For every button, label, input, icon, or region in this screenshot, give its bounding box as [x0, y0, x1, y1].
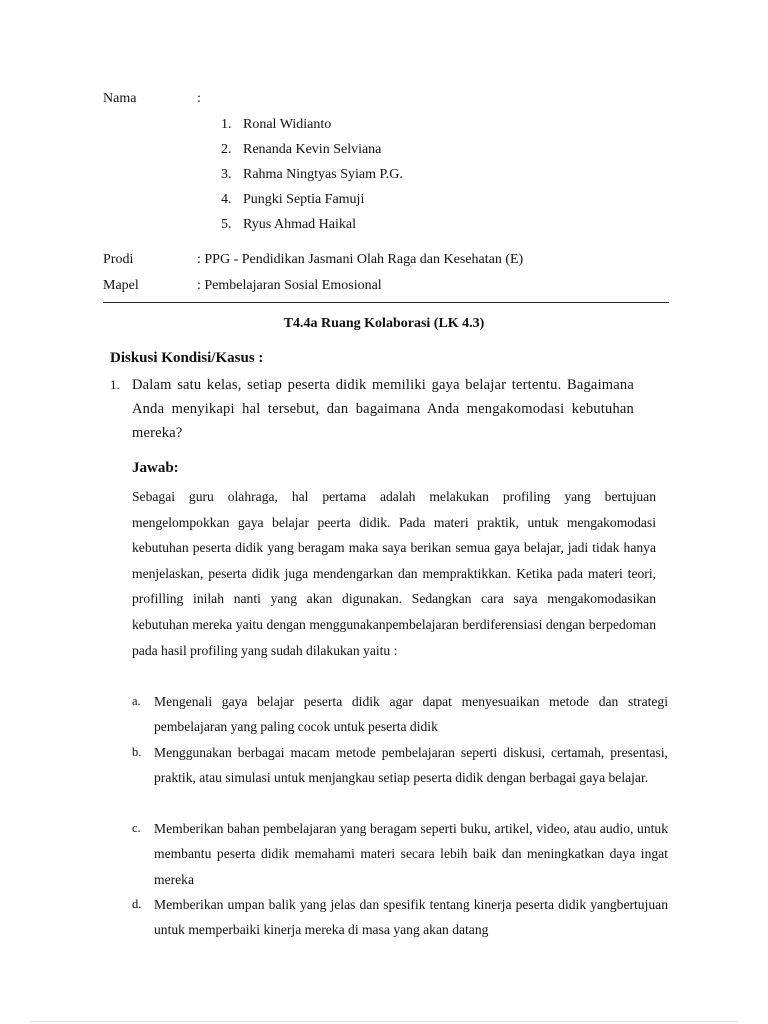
- prodi-label: Prodi: [103, 252, 134, 267]
- member-name: Ronal Widianto: [243, 117, 332, 132]
- member-name: Renanda Kevin Selviana: [243, 142, 382, 157]
- answer-paragraph: Sebagai guru olahraga, hal pertama adalah melakukan profiling yang bertujuan mengelompokkan gaya belajar peerta didik. Pada materi praktik, untuk mengakomodasi kebutuhan peserta didik yang beragam maka saya berikan semua gaya belajar, jadi tidak hanya menjelaskan, peserta didik juga mendengarkan dan mempraktikkan. Ketika pada materi teori, profilling inilah nanti yang akan digunakan. Sedangkan cara saya mengakomodasikan kebutuhan mereka yaitu dengan menggunakanpembelajaran berdiferensiasi dengan berpedoman pada hasil profiling yang sudah dilakukan yaitu :: [132, 489, 656, 658]
- member-name: Rahma Ningtyas Syiam P.G.: [243, 167, 403, 182]
- list-item-text: Memberikan umpan balik yang jelas dan spesifik tentang kinerja peserta didik yangbertujuan untuk memperbaiki kinerja mereka di masa yang akan datang: [154, 897, 668, 938]
- member-number: 3.: [221, 167, 232, 182]
- list-marker: c.: [132, 821, 141, 835]
- member-name: Pungki Septia Famuji: [243, 192, 365, 207]
- mapel-value: : Pembelajaran Sosial Emosional: [197, 278, 382, 293]
- answer-label: Jawab:: [132, 460, 179, 476]
- member-number: 5.: [221, 217, 232, 232]
- list-item-text: Memberikan bahan pembelajaran yang beragam seperti buku, artikel, video, atau audio, untuk membantu peserta didik memahami materi secara lebih baik dan meningkatkan daya ingat mereka: [154, 821, 668, 887]
- page-bottom-edge: [30, 1021, 738, 1022]
- member-name: Ryus Ahmad Haikal: [243, 217, 356, 232]
- mapel-label: Mapel: [103, 278, 139, 293]
- header-divider: [103, 302, 669, 303]
- member-number: 2.: [221, 142, 232, 157]
- list-marker: d.: [132, 897, 142, 911]
- question-number: 1.: [110, 377, 120, 392]
- list-item-text: Mengenali gaya belajar peserta didik agar dapat menyesuaikan metode dan strategi pembelajaran yang paling cocok untuk peserta didik: [154, 694, 668, 735]
- list-marker: a.: [132, 694, 141, 708]
- nama-colon: :: [197, 91, 201, 106]
- member-number: 4.: [221, 192, 232, 207]
- prodi-value: : PPG - Pendidikan Jasmani Olah Raga dan Kesehatan (E): [197, 252, 524, 267]
- nama-label: Nama: [103, 91, 137, 106]
- list-marker: b.: [132, 745, 142, 759]
- member-number: 1.: [221, 117, 232, 132]
- section-heading: Diskusi Kondisi/Kasus :: [110, 350, 264, 366]
- question-text: Dalam satu kelas, setiap peserta didik memiliki gaya belajar tertentu. Bagaimana Anda menyikapi hal tersebut, dan bagaimana Anda mengakomodasi kebutuhan mereka?: [132, 377, 634, 441]
- list-item-text: Menggunakan berbagai macam metode pembelajaran seperti diskusi, certamah, presentasi, praktik, atau simulasi untuk menjangkau setiap peserta didik dengan berbagai gaya belajar.: [154, 745, 668, 786]
- document-title: T4.4a Ruang Kolaborasi (LK 4.3): [283, 316, 485, 331]
